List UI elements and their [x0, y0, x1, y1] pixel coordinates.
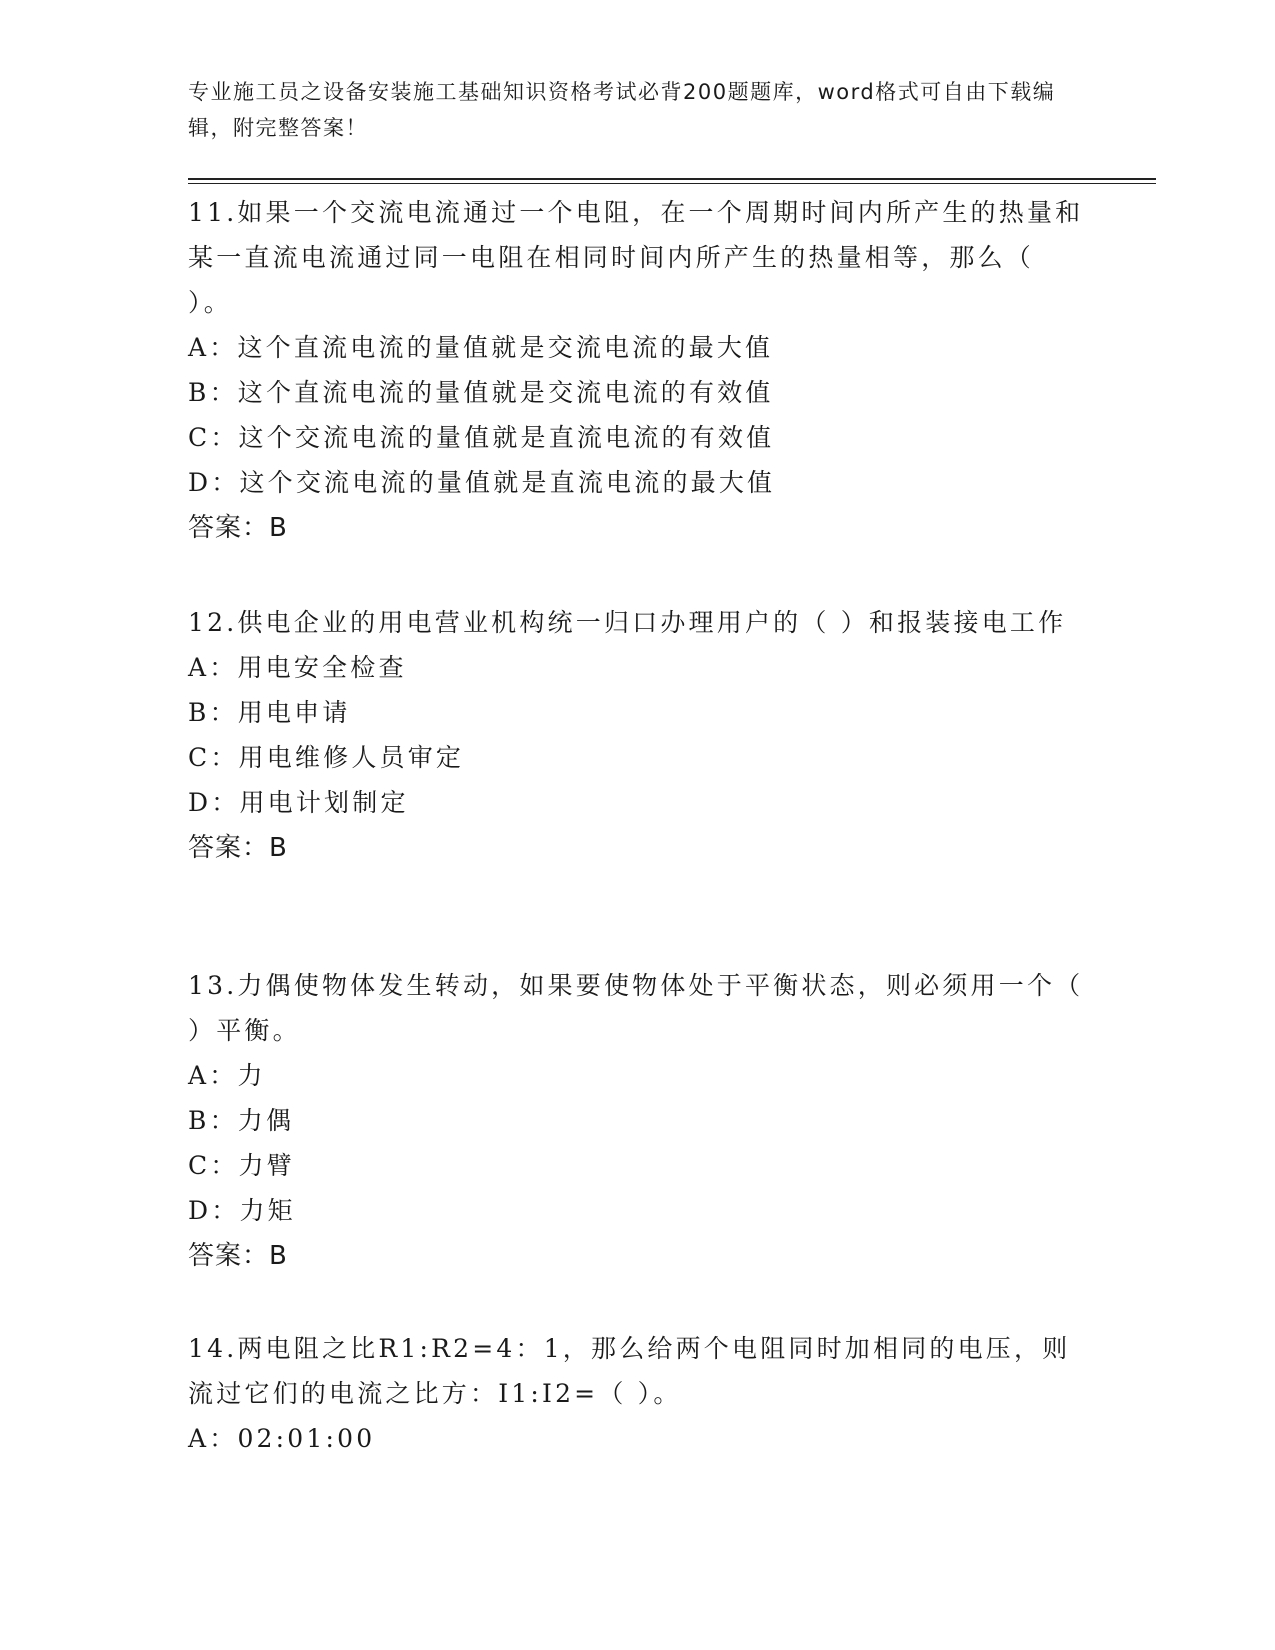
option-a: A：力 — [188, 1061, 266, 1090]
option-d: D：用电计划制定 — [188, 788, 409, 817]
option-a: A：用电安全检查 — [188, 653, 407, 682]
question-14 — [188, 1326, 1088, 1461]
document-header: 专业施工员之设备安装施工基础知识资格考试必背200题题库，word格式可自由下载编辑，附完整答案！ — [188, 80, 1056, 140]
option-c: C：这个交流电流的量值就是直流电流的有效值 — [188, 423, 775, 452]
option-c: C：用电维修人员审定 — [188, 743, 465, 772]
question-stem: 13.力偶使物体发生转动，如果要使物体处于平衡状态，则必须用一个（ ）平衡。 — [188, 971, 1084, 1045]
option-b: B：用电申请 — [188, 698, 351, 727]
question-11 — [188, 190, 1088, 551]
question-stem: 14.两电阻之比R1:R2=4：1，那么给两个电阻同时加相同的电压，则流过它们的电流之比方：I1:I2=（ ）。 — [188, 1334, 1071, 1408]
question-13 — [188, 963, 1088, 1279]
question-stem: 12.供电企业的用电营业机构统一归口办理用户的（ ）和报装接电工作 — [188, 608, 1067, 637]
header-divider-thin — [188, 183, 1156, 184]
option-d: D：力矩 — [188, 1196, 296, 1225]
option-a: A：这个直流电流的量值就是交流电流的最大值 — [188, 333, 774, 362]
option-c: C：力臂 — [188, 1151, 295, 1180]
question-12 — [188, 600, 1088, 871]
header-divider-thick — [188, 178, 1156, 180]
option-d: D：这个交流电流的量值就是直流电流的最大值 — [188, 468, 776, 497]
option-b: B：这个直流电流的量值就是交流电流的有效值 — [188, 378, 774, 407]
answer-line: 答案：B — [188, 513, 288, 543]
option-b: B：力偶 — [188, 1106, 295, 1135]
answer-line: 答案：B — [188, 1241, 288, 1271]
answer-line: 答案：B — [188, 833, 288, 863]
option-a: A：02:01:00 — [188, 1424, 376, 1453]
question-stem: 11.如果一个交流电流通过一个电阻，在一个周期时间内所产生的热量和某一直流电流通过同一电阻在相同时间内所产生的热量相等，那么（ ）。 — [188, 198, 1084, 317]
